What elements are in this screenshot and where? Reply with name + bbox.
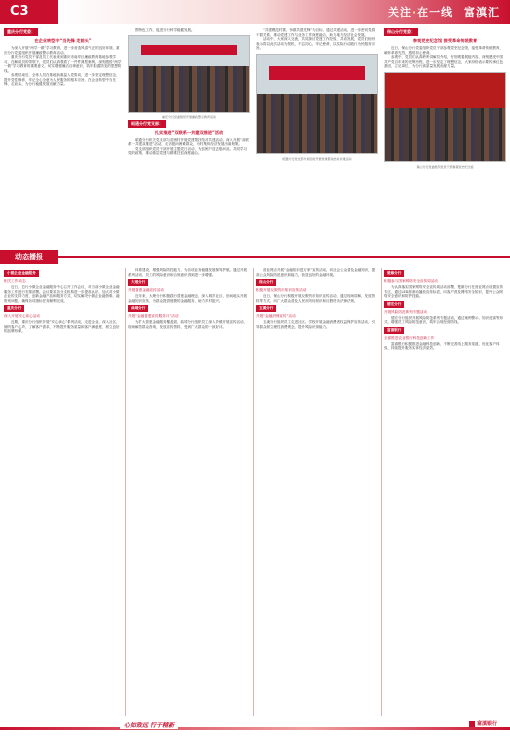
article-headline: 在企业转型中“当先锋 走前头” — [34, 38, 92, 43]
bottom-col-2 — [128, 268, 250, 716]
news-tag: 富滇银行 — [384, 327, 404, 334]
top-col-2 — [128, 28, 250, 248]
news-subtitle: 开展“金融消保宣传”活动 — [256, 314, 296, 318]
news-subtitle: 相关工作动态 — [4, 279, 26, 283]
article-headline: 参观党史纪念馆 接受革命传统教育 — [412, 38, 478, 43]
section-title: 动态播报 — [0, 250, 58, 264]
section-label: 保山分行党委： — [384, 28, 418, 36]
news-paragraph: 为认真落实国家网络安全宣传周活动部署，楚雄分行在营业网点设置宣传专区，通过LED屏滚动播放宣传标语，向客户普及网络安全知识，提升公众网络安全意识和防护技能。 — [384, 285, 503, 298]
news-subtitle: 深入开展安心读心活动 — [4, 314, 40, 318]
page-code: C3 — [0, 0, 58, 24]
news-subtitle: 开展风险防范系列专题活动 — [384, 309, 428, 314]
news-subtitle: 积极参与国家网络安全宣传周活动 — [384, 279, 438, 283]
news-tag: 大理分行 — [128, 279, 148, 286]
news-paragraph: 近日，保山分行积极开展反假货币知识宣传活动，通过现场讲解、发放资料等方式，向广大群众普及人民币防伪知识和反假货币法律法规。 — [256, 294, 375, 303]
column-rule — [125, 268, 126, 716]
page-footer — [0, 718, 510, 740]
news-paragraph: 为扩大普惠金融服务覆盖面，曲靖分行组织员工深入乡镇开展宣传活动，现场解答群众咨询，发放宣传资料，受到广大群众的一致好评。 — [128, 320, 247, 329]
article-headline: 扎实推进“双联系一共建双推进”活动 — [154, 129, 224, 135]
top-col-3 — [256, 28, 378, 248]
title-separator-icon: · — [411, 6, 418, 19]
article-paragraph: 参观结束后，全体人员在基地前重温入党誓词，进一步坚定理想信念，提升党性修养，牢记全心全意为人民服务的根本宗旨，在企业转型中当先锋、走前头，为分行稳健发展贡献力量。 — [4, 73, 120, 86]
news-tag: 楚雄分行 — [384, 270, 404, 277]
section-label: 昭通分行党支部： — [128, 120, 166, 128]
column-rule — [381, 268, 382, 716]
top-col-4 — [384, 28, 506, 248]
news-subtitle: 开展“金融普惠宣传服务月”活动 — [128, 314, 179, 318]
photo-frame — [384, 72, 506, 162]
bank-logo-text: 富滇银行 — [476, 721, 497, 727]
news-paragraph: 富滇银行积极推进金融科技创新，不断完善线上服务渠道，优化客户体验，持续提升服务实体经济质效。 — [384, 341, 500, 350]
news-tag: 重庆分行 — [4, 305, 24, 312]
photo-frame — [256, 54, 378, 154]
news-paragraph: 德宏分行组织开展风险防范系列专题活动，通过案例警示、知识竞赛等形式，增强员工风险防范意识，筑牢合规经营防线。 — [384, 315, 503, 324]
news-paragraph: 近期，重庆分行组织开展“安心读心”系列活动，走进企业、深入社区，倾听客户心声，了解客户需求，不断提升服务质量和客户满意度，树立良好的品牌形象。 — [4, 320, 120, 333]
news-subtitle: 全面推进农业银行科技创新工作 — [384, 335, 435, 340]
photo-frame — [128, 35, 250, 113]
bottom-col-3 — [256, 268, 378, 716]
news-paragraph: 玉溪分行组织员工走进社区、学校开展金融消费者权益保护宣传活动，引导群众树立理性消费观念，提升风险识别能力。 — [256, 320, 375, 329]
group-photo-image — [384, 72, 506, 162]
news-tag: 德宏分行 — [384, 301, 404, 308]
column-rule — [253, 268, 254, 716]
header-title-part1: 关注 — [387, 6, 412, 19]
top-col-1 — [4, 28, 122, 248]
news-subtitle: 开展普惠金融宣传活动 — [128, 288, 164, 292]
article-paragraph: 近日，保山分行党委组织党员干部参观党史纪念馆，接受革命传统教育，缅怀革命先烈，感悟初心使命。 — [384, 46, 503, 55]
article-paragraph: “共建模范村寨、争做共建先锋”为目标，通过共建活动，进一步密切党群干群关系，推动党建工作与业务工作深度融合，助力地方经济社会发展。 — [256, 28, 376, 37]
group-photo-image — [256, 54, 378, 154]
news-paragraph: 近日，总行小微企业金融服务中心召开工作会议，对当前小微企业金融服务工作进行安排部署。会议要求各分支机构进一步提高认识，加大对小微企业的支持力度，创新金融产品和服务方式，切实解决小微企业融资难、融资贵问题，确保各项指标任务顺利完成。 — [4, 285, 120, 303]
photo-caption: 重庆分行党委组织开展廉政警示教育活动 — [161, 114, 216, 119]
group-photo-image — [128, 35, 250, 113]
bank-logo — [466, 720, 500, 727]
section-divider — [0, 250, 510, 264]
article-paragraph: 昭通分行机关党支部与贫困村开展党建帮扶结对共建活动，深入开展“双联系一共建双推进”活动，走访慰问困难群众，为村集体经济发展出谋划策。 — [128, 137, 249, 146]
news-paragraph: 近年来，大理分行积极践行普惠金融理念，深入城乡社区、田间地头开展金融知识宣传，为群众提供便捷的金融服务，助力乡村振兴。 — [128, 294, 247, 303]
news-tag: 小微企业金融服务 — [4, 270, 39, 277]
photo-caption: 保山分行党委组织党员干部参观党史纪念馆 — [416, 164, 474, 169]
news-subtitle: 积极开展反假货币知识宣传活动 — [256, 288, 307, 292]
article-paragraph: 活动中，大家深入交流，共同探讨党建工作经验，共话发展，党员们纷纷表示将以此次活动为契机，不忘初心、牢记使命，以实际行动践行为民服务宗旨。 — [256, 37, 375, 50]
bottom-col-1 — [4, 268, 122, 716]
section-label: 重庆分行党委： — [4, 28, 38, 36]
news-paragraph: 体系建设，增强风险防控能力，为各项业务稳健发展保驾护航。通过开展系列活动，员工的风险意识和合规意识得到进一步增强。 — [128, 268, 247, 277]
bank-logo-icon — [469, 721, 475, 727]
footer-slogan: 心如致远 行于精新 — [120, 720, 178, 729]
footer-bar — [0, 727, 510, 730]
bottom-col-4 — [384, 268, 506, 716]
news-tag: 曲靖分行 — [128, 305, 148, 312]
article-paragraph: 党支部组织党员干部开展主题党日活动，为贫困户送去慰问品，共同学习党的政策，推动基层党建与精准扶贫深度融合。 — [128, 146, 247, 155]
article-paragraph: 围特色工作，促进分行科学稳健发展。 — [135, 28, 195, 32]
divider-line — [58, 256, 510, 258]
article-paragraph: 重庆分行党员干部及员工代表来到重庆市南岸区廉政教育基地参观学习，在解说员的带领下，党员们认真观看了一件件典型案例，深刻感悟“两学一做”学习教育的重要意义，切实增强廉洁自律意识，筑牢拒腐防变的思想防线。 — [4, 55, 122, 73]
article-paragraph: 为深入开展“两学一做”学习教育，进一步营造风清气正的良好环境，重庆分行党委组织开展廉政警示教育活动。 — [4, 46, 120, 55]
header-title-part3: 富滇汇 — [464, 6, 500, 19]
page-header — [0, 0, 510, 24]
header-title-part2: 在一线 — [417, 6, 454, 19]
header-title — [388, 4, 500, 20]
photo-caption: 昭通分行党支部与贫困村开展党建帮扶结对共建活动 — [282, 156, 352, 161]
news-paragraph: 营业网点开展“金融知识进万家”宣传活动，向社会公众普及金融知识，提高公众风险防范意识和能力，营造良好的金融环境。 — [256, 268, 376, 277]
article-paragraph: 参观中，党员们认真聆听讲解员介绍，仔细观看展板内容，深刻感受中国共产党百年来的光辉历程，进一步坚定了理想信念，大家纷纷表示要传承红色基因，立足岗位，为分行高质量发展贡献力量。 — [384, 55, 503, 68]
news-tag: 保山分行 — [256, 279, 276, 286]
news-tag: 玉溪分行 — [256, 305, 276, 312]
